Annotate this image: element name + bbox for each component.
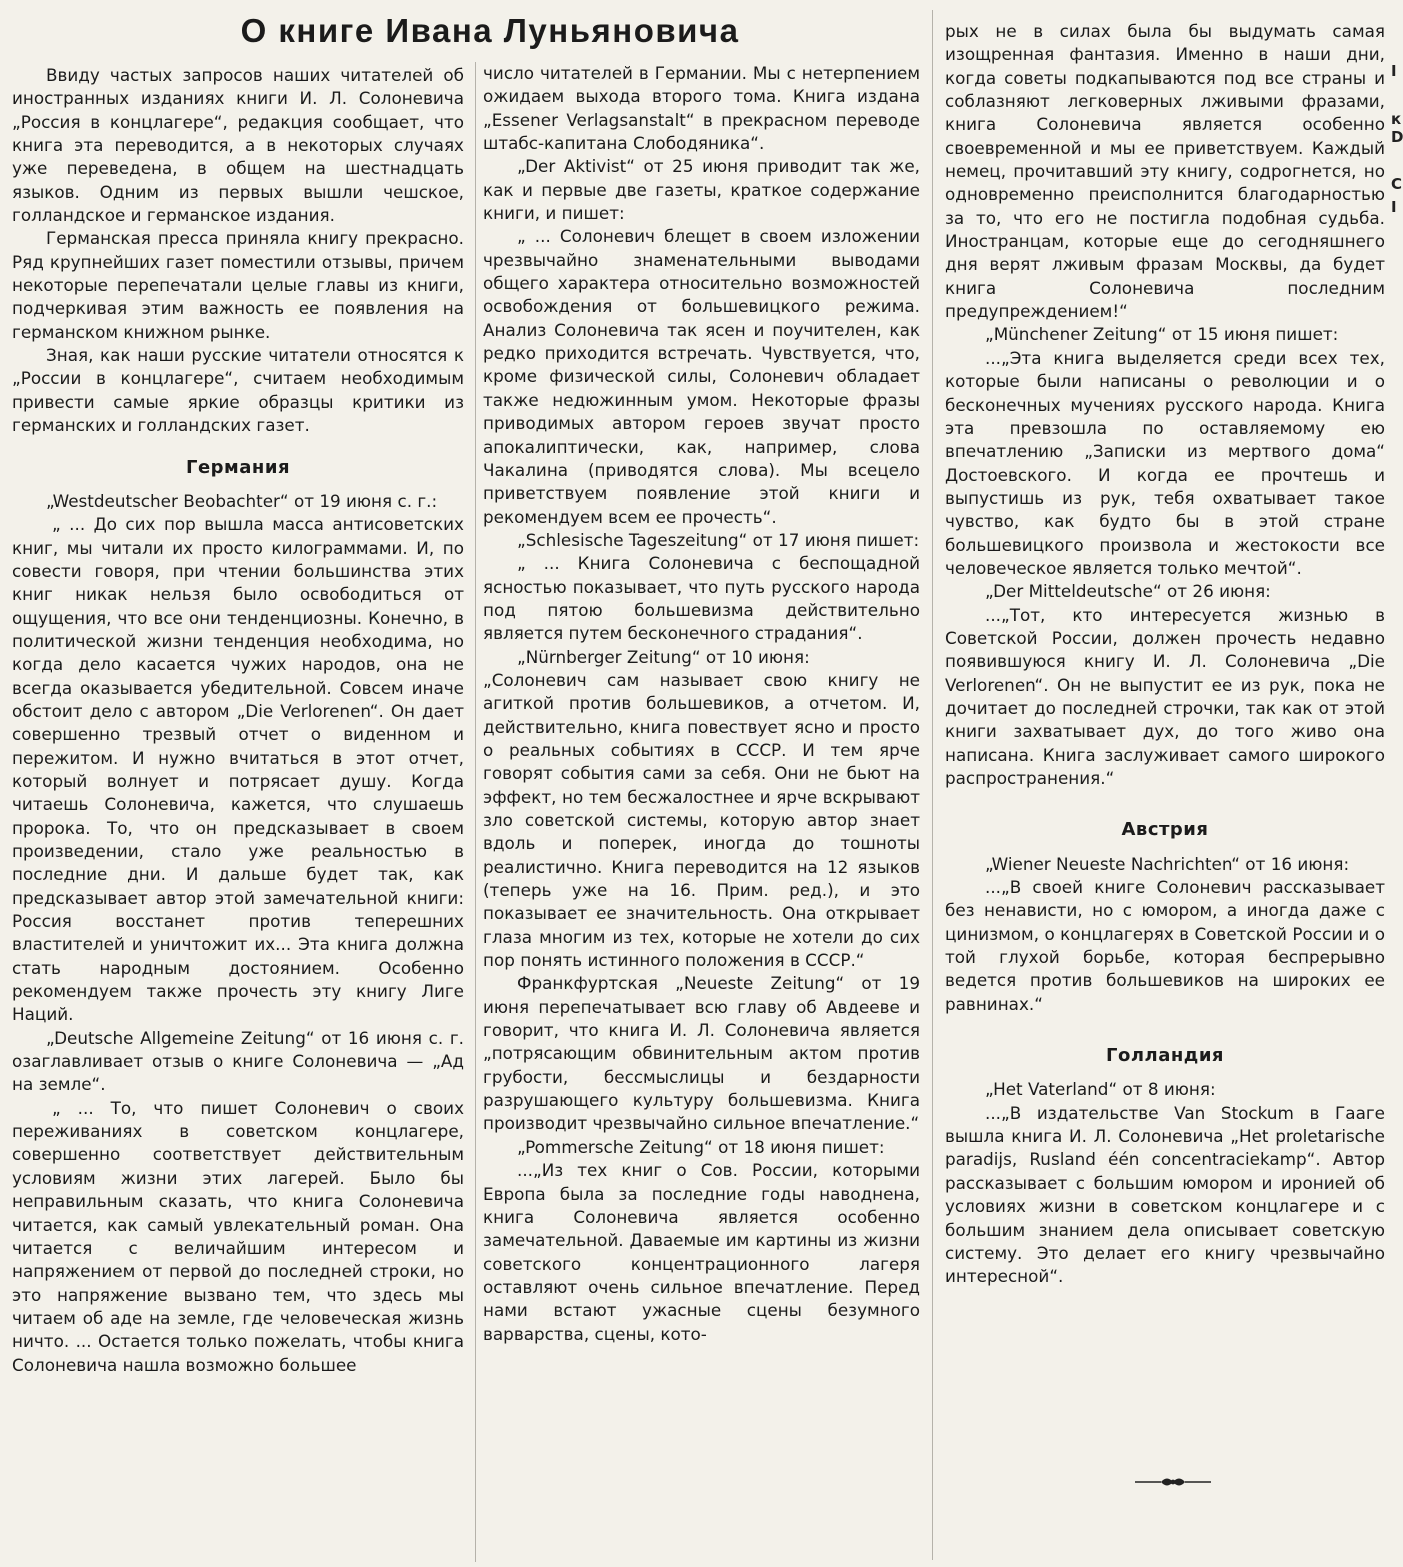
edge-fragment: I <box>1391 62 1397 80</box>
review-source: „Pommersche Zeitung“ от 18 июня пишет: <box>517 1136 885 1157</box>
column-3 <box>945 20 1385 1289</box>
intro-paragraph: Ввиду частых запросов наших читателей об иностранных изданиях книги И. Л. Солоневича „Россия в концлагере“, редакция сообщает, что книга эта переводится, а в некоторых случаях уже переведена, в общем на шестнадцать языков. Одним из первых вышли чешское, голландское и германское издания. <box>12 65 464 226</box>
article-title: О книге Ивана Луньяновича <box>240 12 740 49</box>
review-source: „Deutsche Allgemeine Zeitung“ от 16 июня с. г. озаглавливает отзыв о книге Солоневича — „Ад на земле“. <box>12 1027 464 1095</box>
review-quote: ...„В издательстве Van Stockum в Гааге вышла книга И. Л. Солоневича „Het proletarische paradijs, Rusland één concentraciekamp“. Автор рассказывает с большим юмором и иронией об условиях жизни в советском концлагере и с большим знанием дела описывает советскую систему. Это делает его книгу чрезвычайно интересной“. <box>945 1102 1385 1287</box>
column-rule-left <box>475 62 476 1562</box>
edge-fragment: С <box>1391 175 1403 193</box>
review-source: „Westdeutscher Beobachter“ от 19 июня с. г.: <box>46 490 438 511</box>
review-quote: „ ... Солоневич блещет в своем изложении чрезвычайно знаменательными выводами общего характера относительно возможностей освобождения от большевицкого режима. Анализ Солоневича так ясен и поучителен, как редко приходится встречать. Чувствуется, что, кроме физической силы, Солоневич обладает также недюжинным умом. Некоторые фразы приводимых автором героев звучат просто апокалиптически, как, например, слова Чакалина (приводятся слова). Мы всецело приветствуем появление этой книги и рекомендуем всем ее прочесть“. <box>483 226 920 527</box>
review-source: „Het Vaterland“ от 8 июня: <box>985 1079 1216 1100</box>
edge-fragment: D <box>1391 128 1403 146</box>
intro-paragraph: Германская пресса приняла книгу прекрасно. Ряд крупнейших газет поместили отзывы, причем некоторые перепечатали целые главы из книги, подчеркивая этим важность ее появления на германском книжном рынке. <box>12 228 464 342</box>
review-source: „Münchener Zeitung“ от 15 июня пишет: <box>985 324 1339 345</box>
review-source: „Der Mitteldeutsche“ от 26 июня: <box>985 581 1271 602</box>
column-1 <box>12 64 464 1377</box>
review-quote: ...„В своей книге Солоневич рассказывает без ненависти, но с юмором, а иногда даже с цинизмом, о концлагерях в Советской России и о той глухой борьбе, которая беспрерывно ведется против большевиков на широких ее равнинах.“ <box>945 877 1385 1014</box>
review-source: „Der Aktivist“ от 25 июня приводит так же, как и первые две газеты, краткое содержание книги, и пишет: <box>483 156 920 224</box>
review-quote: „ ... То, что пишет Солоневич о своих переживаниях в советском концлагере, совершенно соответствует действительным условиям жизни этих лагерей. Было бы неправильным сказать, что книга Солоневича читается, как самый увлекательный роман. Она читается с величайшим интересом и напряжением от первой до последней строки, но это напряжение вызвано тем, что здесь мы читаем об аде на земле, где человеческая жизнь ничто. ... Остается только пожелать, чтобы книга Солоневича нашла возможно большее <box>12 1097 464 1375</box>
review-quote: „ ... До сих пор вышла масса антисоветских книг, мы читали их просто килограммами. И, по совести говоря, при чтении большинства этих книг никак нельзя было освободиться от ощущения, что все они тенденциозны. Конечно, в политической жизни тенденция необходима, но когда дело касается чужих народов, она не всегда оказывается убедительной. Совсем иначе обстоит дело с автором „Die Verlorenen“. Он дает совершенно трезвый отчет о виденном и пережитом. И нужно вчитаться в этот отчет, который волнует и потрясает душу. Когда читаешь Солоневича, кажется, что слушаешь пророка. То, что он предсказывает в своем произведении, стало уже реальностью в последние дни. И дальше будет так, как предсказывает автор этой замечательной книги: Россия восстанет против теперешних властителей и уничтожит их... Эта книга должна стать народным достоянием. Особенно рекомендуем также прочесть эту книгу Лиге Наций. <box>12 514 464 1025</box>
section-heading-germany: Германия <box>185 456 291 478</box>
review-source: Франкфуртская „Neueste Zeitung“ от 19 июня перепечатывает всю главу об Авдееве и говорит, что книга И. Л. Солоневича является „потрясающим обвинительным актом против грубости, бессмыслицы и бездарности разрушающего культуру большевизма. Книга производит чрезвычайно сильное впечатление.“ <box>483 973 920 1134</box>
column-2 <box>483 62 920 1346</box>
column-rule-right <box>932 10 933 1560</box>
edge-fragment: I <box>1391 198 1397 216</box>
review-quote: ...„Эта книга выделяется среди всех тех, которые были написаны о революции и о бесконечных мучениях русского народа. Книга эта превзошла по оставляемому ею впечатлению „Записки из мертвого дома“ Достоевского. И когда ее прочтешь и выпустишь из рук, тебя охватывает такое чувство, как будто бы в этой стране большевицкого произвола и жестокости все человеческое является только мечтой“. <box>945 347 1385 578</box>
review-quote: число читателей в Германии. Мы с нетерпением ожидаем выхода второго тома. Книга издана „Essener Verlagsanstalt“ в прекрасном переводе штабс-капитана Слободяника“. <box>483 63 920 154</box>
review-source: „Nürnberger Zeitung“ от 10 июня: <box>517 646 810 667</box>
review-quote: „Солоневич сам называет свою книгу не агиткой против большевиков, а отчетом. И, действительно, книга повествует ясно и просто о реальных событиях в СССР. И тем ярче говорят события сами за себя. Они не бьют на эффект, но тем бесжалостнее и ярче вскрывают зло советской системы, которую автор знает вдоль и поперек, иногда до тошноты реалистично. Книга переводится на 12 языков (теперь уже на 16. Прим. ред.), и это показывает ее значительность. Она открывает глаза многим из тех, которые не хотели до сих пор понять истинного положения в СССР.“ <box>483 669 920 971</box>
review-quote: ...„Из тех книг о Сов. России, которыми Европа была за последние годы наводнена, книга Солоневича является особенно замечательной. Даваемые им картины из жизни советского концентрационного лагеря оставляют очень сильное впечатление. Перед нами встают ужасные сцены безумного варварства, сцены, кото- <box>483 1160 920 1344</box>
review-source: „Wiener Neueste Nachrichten“ от 16 июня: <box>985 853 1350 874</box>
review-quote: рых не в силах была бы выдумать самая изощренная фантазия. Именно в наши дни, когда советы подкапываются под все страны и соблазняют легковерных лживыми фразами, книга Солоневича является особенно своевременной и мы ее приветствуем. Каждый немец, прочитавший эту книгу, содрогнется, но одновременно преисполнится благодарностью за то, что его не постигла подобная судьба. Иностранцам, которые еще до сегодняшнего дня верят лживым фразам Москвы, да будет книга Солоневича последним предупреждением!“ <box>945 21 1385 322</box>
intro-paragraph: Зная, как наши русские читатели относятся к „России в концлагере“, считаем необходимым привести самые яркие образцы критики из германских и голландских газет. <box>12 345 464 436</box>
review-source: „Schlesische Tageszeitung“ от 17 июня пишет: <box>517 529 920 550</box>
section-heading-holland: Голландия <box>1106 1045 1224 1067</box>
section-heading-austria: Австрия <box>1121 819 1209 841</box>
review-quote: „ ... Книга Солоневича с беспощадной ясностью показывает, что путь русского народа под пятою большевизма действительно является путем бесконечного страдания“. <box>483 553 920 644</box>
ornament-divider-icon <box>1133 1472 1213 1492</box>
review-quote: ...„Тот, кто интересуется жизнью в Советской России, должен прочесть недавно появившуюся книгу И. Л. Солоневича „Die Verlorenen“. Он не выпустит ее из рук, пока не дочитает до последней строчки, так как от этой книги захватывает дух, до того живо она написана. Книга заслуживает самого широкого распространения.“ <box>945 604 1385 788</box>
edge-fragment: к <box>1391 110 1402 128</box>
